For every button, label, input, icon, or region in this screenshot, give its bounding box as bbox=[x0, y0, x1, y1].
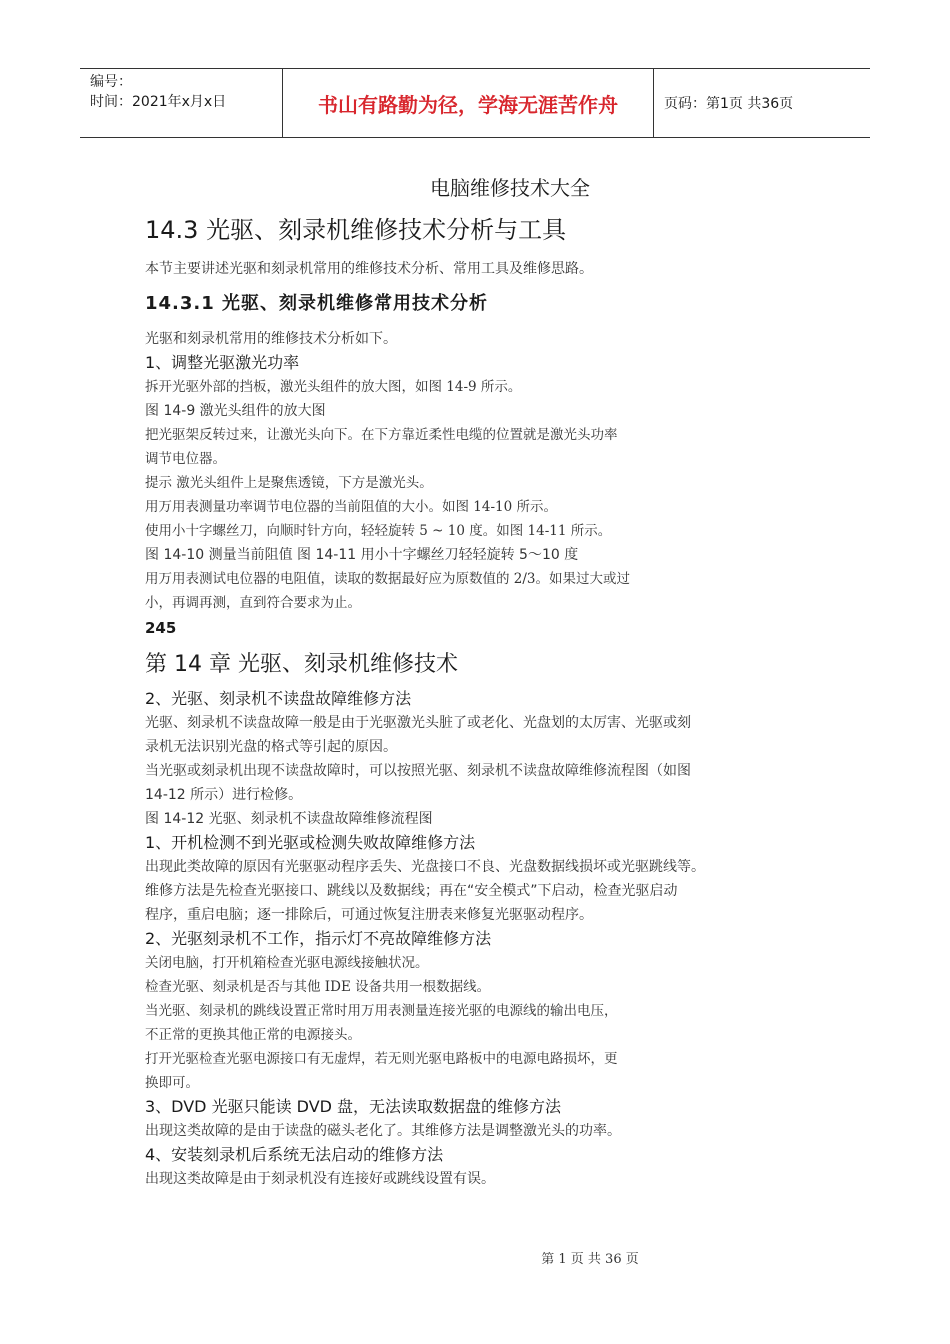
paragraph-line: 维修方法是先检查光驱接口、跳线以及数据线；再在“安全模式”下启动，检查光驱启动 bbox=[145, 883, 678, 899]
header-meta bbox=[90, 69, 280, 140]
text-block-a bbox=[145, 327, 845, 615]
header-number-label: 编号： bbox=[90, 74, 132, 90]
header-motto: 书山有路勤为径，学海无涯苦作舟 bbox=[282, 69, 654, 137]
paragraph-line: 拆开光驱外部的挡板，激光头组件的放大图，如图 14-9 所示。 bbox=[145, 379, 522, 395]
paragraph-line: 当光驱或刻录机出现不读盘故障时，可以按照光驱、刻录机不读盘故障维修流程图（如图 bbox=[145, 763, 691, 779]
figure-caption: 图 14-10 测量当前阻值 图 14-11 用小十字螺丝刀轻轻旋转 5～10 度 bbox=[145, 547, 579, 563]
header-time-label: 时间：2021年x月x日 bbox=[90, 94, 227, 110]
paragraph-line: 关闭电脑，打开机箱检查光驱电源线接触状况。 bbox=[145, 955, 429, 971]
paragraph-line: 用万用表测试电位器的电阻值，读取的数据最好应为原数值的 2/3。如果过大或过 bbox=[145, 571, 631, 587]
step-heading: 2、光驱、刻录机不读盘故障维修方法 bbox=[145, 689, 412, 708]
paragraph-line: 用万用表测量功率调节电位器的当前阻值的大小。如图 14-10 所示。 bbox=[145, 499, 557, 515]
paragraph-line: 出现这类故障是由于刻录机没有连接好或跳线设置有误。 bbox=[145, 1171, 495, 1187]
paragraph-line: 检查光驱、刻录机是否与其他 IDE 设备共用一根数据线。 bbox=[145, 979, 491, 995]
page-footer: 第 1 页 共 36 页 bbox=[541, 1252, 639, 1267]
step-heading: 3、DVD 光驱只能读 DVD 盘，无法读取数据盘的维修方法 bbox=[145, 1097, 562, 1116]
paragraph-line: 调节电位器。 bbox=[145, 451, 226, 467]
paragraph-line: 光驱、刻录机不读盘故障一般是由于光驱激光头脏了或老化、光盘划的太厉害、光驱或刻 bbox=[145, 715, 691, 731]
chapter-title: 第 14 章 光驱、刻录机维修技术 bbox=[145, 652, 458, 677]
page-header bbox=[80, 68, 870, 138]
paragraph-line: 使用小十字螺丝刀，向顺时针方向，轻轻旋转 5 ~ 10 度。如图 14-11 所示。 bbox=[145, 523, 612, 539]
paragraph-line: 把光驱架反转过来，让激光头向下。在下方靠近柔性电缆的位置就是激光头功率 bbox=[145, 427, 618, 443]
text-block-b bbox=[145, 687, 845, 1191]
step-heading: 4、安装刻录机后系统无法启动的维修方法 bbox=[145, 1145, 444, 1164]
paragraph-line: 当光驱、刻录机的跳线设置正常时用万用表测量连接光驱的电源线的输出电压， bbox=[145, 1003, 618, 1019]
book-page-number: 245 bbox=[145, 619, 177, 637]
tip-line: 提示 激光头组件上是聚焦透镜，下方是激光头。 bbox=[145, 475, 433, 491]
paragraph-line: 出现这类故障的是由于读盘的磁头老化了。其维修方法是调整激光头的功率。 bbox=[145, 1123, 621, 1139]
paragraph-line: 不正常的更换其他正常的电源接头。 bbox=[145, 1027, 361, 1043]
figure-caption: 图 14-9 激光头组件的放大图 bbox=[145, 403, 326, 419]
paragraph-line: 录机无法识别光盘的格式等引起的原因。 bbox=[145, 739, 397, 755]
paragraph-line: 出现此类故障的原因有光驱驱动程序丢失、光盘接口不良、光盘数据线损坏或光驱跳线等。 bbox=[145, 859, 705, 875]
step-heading: 1、调整光驱激光功率 bbox=[145, 353, 300, 372]
section-title: 14.3 光驱、刻录机维修技术分析与工具 bbox=[145, 216, 567, 244]
paragraph-line: 光驱和刻录机常用的维修技术分析如下。 bbox=[145, 331, 397, 347]
paragraph-line: 换即可。 bbox=[145, 1075, 199, 1091]
paragraph-line: 打开光驱检查光驱电源接口有无虚焊，若无则光驱电路板中的电源电路损坏，更 bbox=[145, 1051, 618, 1067]
paragraph-line: 14-12 所示）进行检修。 bbox=[145, 787, 303, 803]
step-heading: 2、光驱刻录机不工作，指示灯不亮故障维修方法 bbox=[145, 929, 492, 948]
document-title: 电脑维修技术大全 bbox=[430, 176, 590, 200]
step-heading: 1、开机检测不到光驱或检测失败故障维修方法 bbox=[145, 833, 476, 852]
paragraph-line: 小，再调再测，直到符合要求为止。 bbox=[145, 595, 361, 611]
figure-caption: 图 14-12 光驱、刻录机不读盘故障维修流程图 bbox=[145, 811, 433, 827]
section-intro: 本节主要讲述光驱和刻录机常用的维修技术分析、常用工具及维修思路。 bbox=[145, 261, 593, 277]
document-body bbox=[145, 170, 845, 1191]
header-page-label: 页码：第1页 共36页 bbox=[664, 96, 794, 112]
paragraph-line: 程序，重启电脑；逐一排除后，可通过恢复注册表来修复光驱驱动程序。 bbox=[145, 907, 593, 923]
subsection-title: 14.3.1 光驱、刻录机维修常用技术分析 bbox=[145, 293, 489, 314]
